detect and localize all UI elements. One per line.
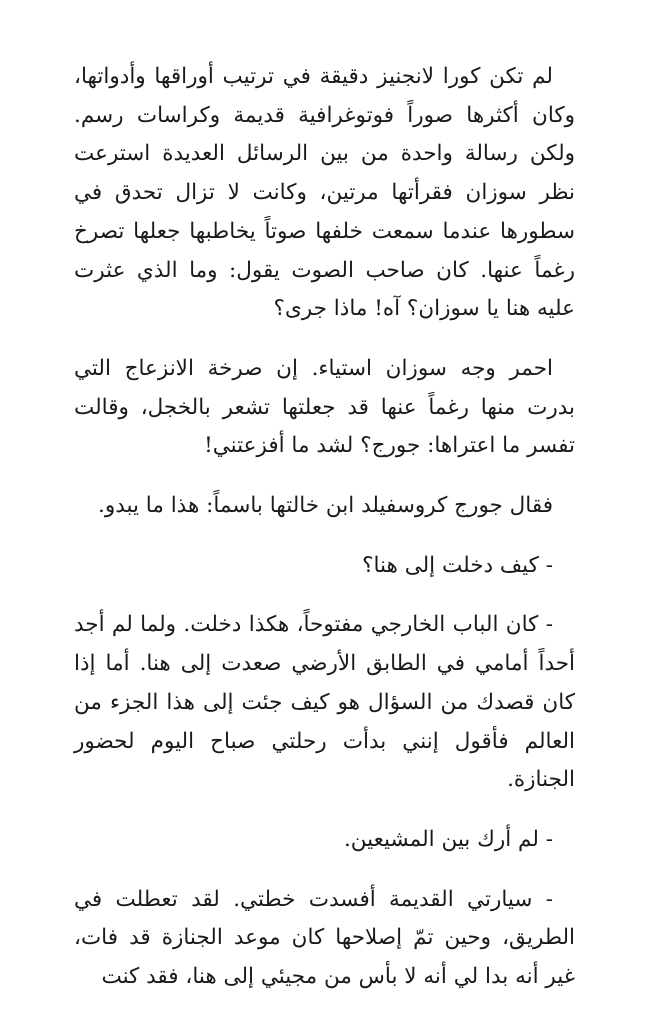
book-page bbox=[74, 58, 575, 1018]
dialogue-door-open: - كان الباب الخارجي مفتوحاً، هكذا دخلت. ولما لم أجد أحداً أمامي في الطابق الأرضي صعدت إلى هنا. أما إذا كان قصدك من السؤال هو كيف جئت إلى هذا الجزء من العالم فأقول إنني بدأت رحلتي صباح اليوم لحضور الجنازة. bbox=[74, 612, 575, 793]
paragraph-letters: لم تكن كورا لانجنيز دقيقة في ترتيب أوراقها وأدواتها، وكان أكثرها صوراً فوتوغرافية قديمة وكراسات رسم. ولكن رسالة واحدة من بين الرسائل العديدة استرعت نظر سوزان فقرأتها مرتين، وكانت لا تزال تحدق في سطورها عندما سمعت خلفها صوتاً يخاطبها جعلها تصرخ رغماً عنها. كان صاحب الصوت يقول: وما الذي عثرت عليه هنا يا سوزان؟ آه! ماذا جرى؟ bbox=[74, 64, 575, 322]
paragraph-susan-blush: احمر وجه سوزان استياء. إن صرخة الانزعاج التي بدرت منها رغماً عنها قد جعلتها تشعر بالخجل، وقالت تفسر ما اعتراها: جورج؟ لشد ما أفزعتني! bbox=[74, 355, 575, 459]
dialogue-not-seen: - لم أرك بين المشيعين. bbox=[343, 826, 553, 852]
dialogue-how-entered: - كيف دخلت إلى هنا؟ bbox=[362, 552, 553, 578]
dialogue-old-car: - سيارتي القديمة أفسدت خطتي. لقد تعطلت في الطريق، وحين تمّ إصلاحها كان موعد الجنازة قد فات، غير أنه بدا لي أنه لا بأس من مجيئي إلى هنا، فقد كنت bbox=[74, 886, 575, 990]
paragraph-george-reply: فقال جورج كروسفيلد ابن خالتها باسماً: هذا ما يبدو. bbox=[98, 493, 553, 519]
